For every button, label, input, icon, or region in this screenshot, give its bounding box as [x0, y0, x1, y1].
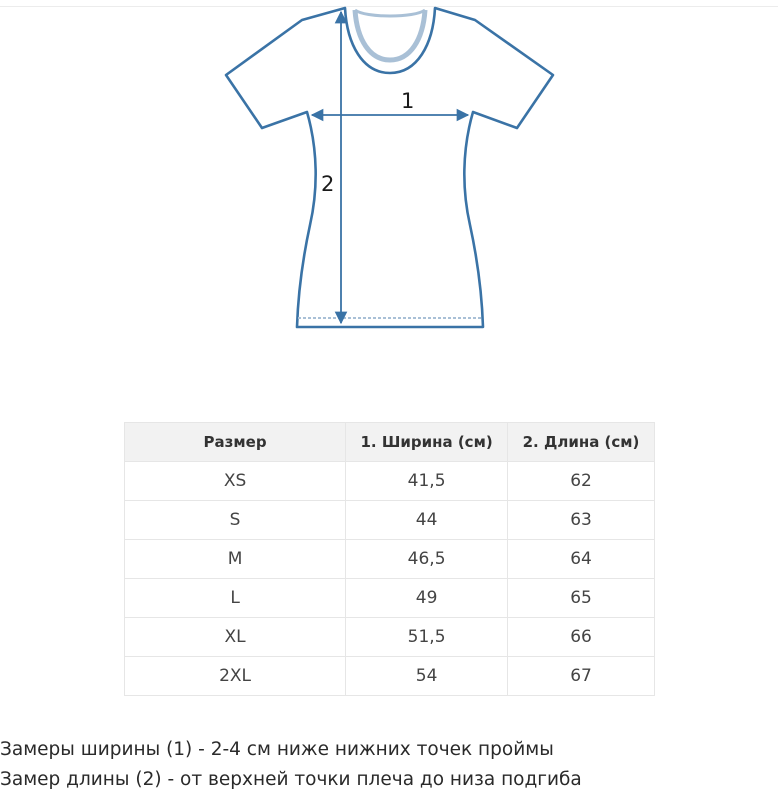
cell-length: 67 [508, 657, 655, 696]
table-row [125, 501, 655, 540]
cell-size: M [125, 540, 346, 579]
header-size: Размер [125, 423, 346, 462]
cell-width: 51,5 [346, 618, 508, 657]
length-measure-label: 2 [321, 172, 335, 196]
table-row [125, 657, 655, 696]
table-header-row [125, 423, 655, 462]
cell-size: L [125, 579, 346, 618]
cell-width: 46,5 [346, 540, 508, 579]
tshirt-neck-rib-inner [355, 10, 425, 16]
tshirt-outline [226, 8, 553, 327]
cell-size: 2XL [125, 657, 346, 696]
width-note: Замеры ширины (1) - 2-4 см ниже нижних точек проймы [0, 739, 554, 760]
header-width: 1. Ширина (см) [346, 423, 508, 462]
cell-length: 66 [508, 618, 655, 657]
cell-width: 41,5 [346, 462, 508, 501]
size-chart-table [124, 422, 655, 696]
table-row [125, 579, 655, 618]
cell-width: 49 [346, 579, 508, 618]
table-row [125, 618, 655, 657]
cell-length: 64 [508, 540, 655, 579]
cell-length: 63 [508, 501, 655, 540]
cell-length: 62 [508, 462, 655, 501]
cell-size: XS [125, 462, 346, 501]
table-row [125, 462, 655, 501]
measurement-notes [0, 735, 778, 795]
cell-width: 54 [346, 657, 508, 696]
cell-length: 65 [508, 579, 655, 618]
tshirt-diagram [0, 0, 778, 340]
cell-width: 44 [346, 501, 508, 540]
table-row [125, 540, 655, 579]
length-note: Замер длины (2) - от верхней точки плеча до низа подгиба [0, 769, 582, 790]
header-length: 2. Длина (см) [508, 423, 655, 462]
cell-size: S [125, 501, 346, 540]
cell-size: XL [125, 618, 346, 657]
width-measure-label: 1 [401, 89, 415, 113]
